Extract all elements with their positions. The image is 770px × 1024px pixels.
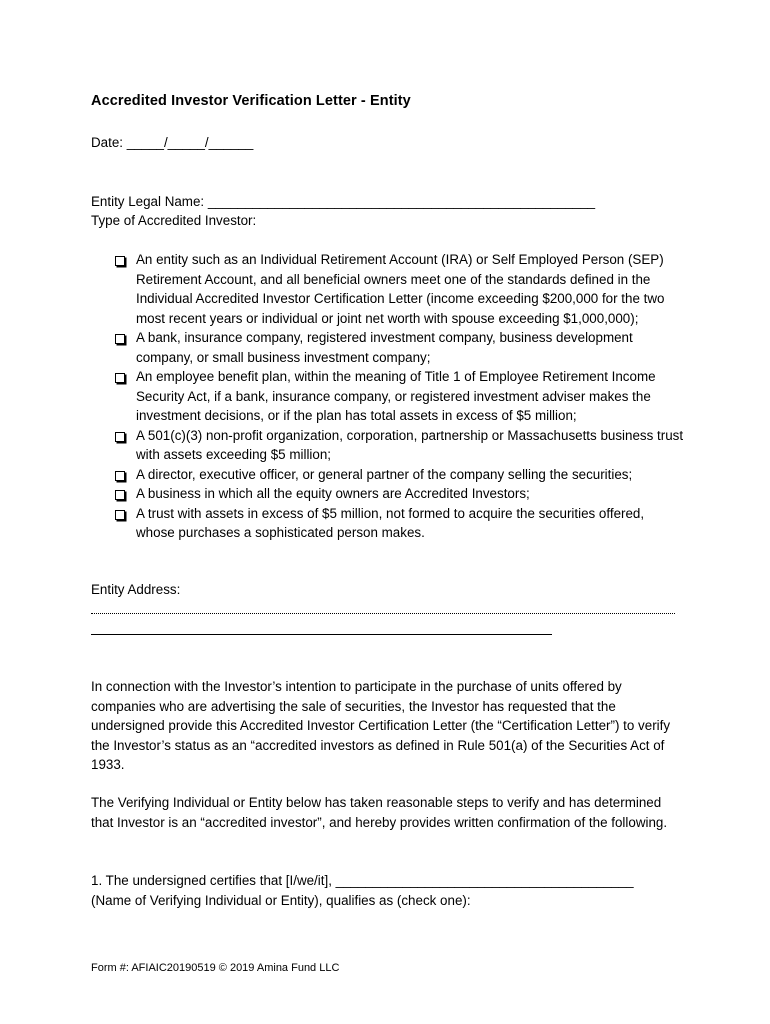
option-text: A 501(c)(3) non-profit organization, corporation, partnership or Massachusetts business trust with assets exceeding $5 million; [136, 427, 684, 462]
address-line-2 [91, 634, 552, 635]
investor-type-option-trust [115, 504, 685, 543]
checkbox-icon[interactable] [115, 471, 125, 481]
form-footer: Form #: AFIAIC20190519 © 2019 Amina Fund LLC [91, 962, 340, 974]
connection-paragraph: In connection with the Investor’s intention to participate in the purchase of units offered by companies who are advertising the sale of securities, the Investor has requested that the undersigned provide this Accredited Investor Certification Letter (the “Certification Letter”) to verify the Investor’s status as an “accredited investors as defined in Rule 501(a) of the Securities Act of 1933. [91, 679, 671, 772]
certification-line-2: (Name of Verifying Individual or Entity), qualifies as (check one): [91, 892, 471, 908]
investor-type-option-benefit-plan [115, 367, 685, 426]
option-text: An entity such as an Individual Retirement Account (IRA) or Self Employed Person (SEP) Retirement Account, and all beneficial owners meet one of the standards defined in the Individual Accredited Investor Certification Letter (income exceeding $200,000 for the two most recent years or individual or joint net worth with spouse exceeding $1,000,000); [136, 252, 665, 326]
document-title: Accredited Investor Verification Letter - Entity [91, 93, 411, 109]
investor-type-option-bank [115, 328, 685, 367]
option-text: An employee benefit plan, within the meaning of Title 1 of Employee Retirement Income Security Act, if a bank, insurance company, or registered investment adviser makes the investment decisions, or if the plan has total assets in excess of $5 million; [136, 369, 656, 423]
verifying-paragraph: The Verifying Individual or Entity below has taken reasonable steps to verify and has determined that Investor is an “accredited investor”, and hereby provides written confirmation of the following. [91, 795, 668, 830]
investor-type-option-nonprofit [115, 426, 685, 465]
entity-legal-name-field: Entity Legal Name: ____________________________________________________ [91, 194, 596, 209]
checkbox-icon[interactable] [115, 432, 125, 442]
investor-type-option-ira [115, 250, 685, 328]
investor-type-option-director [115, 465, 685, 485]
checkbox-icon[interactable] [115, 373, 125, 383]
certification-section [91, 871, 681, 910]
checkbox-icon[interactable] [115, 490, 125, 500]
checkbox-icon[interactable] [115, 334, 125, 344]
date-field: Date: _____/_____/______ [91, 135, 254, 150]
checkbox-icon[interactable] [115, 510, 125, 520]
entity-address-label: Entity Address: [91, 582, 181, 597]
option-text: A director, executive officer, or general partner of the company selling the securities; [136, 466, 633, 482]
investor-type-label: Type of Accredited Investor: [91, 213, 257, 228]
address-line-1 [91, 613, 675, 614]
checkbox-icon[interactable] [115, 256, 125, 266]
option-text: A trust with assets in excess of $5 million, not formed to acquire the securities offered, whose purchases a sophisticated person makes. [136, 505, 645, 540]
investor-type-list [115, 250, 685, 543]
investor-type-option-business [115, 484, 685, 504]
option-text: A bank, insurance company, registered investment company, business development company, or small business investment company; [136, 330, 633, 365]
option-text: A business in which all the equity owners are Accredited Investors; [136, 486, 530, 501]
certification-line-1: 1. The undersigned certifies that [I/we/it], ________________________________________ [91, 873, 634, 888]
